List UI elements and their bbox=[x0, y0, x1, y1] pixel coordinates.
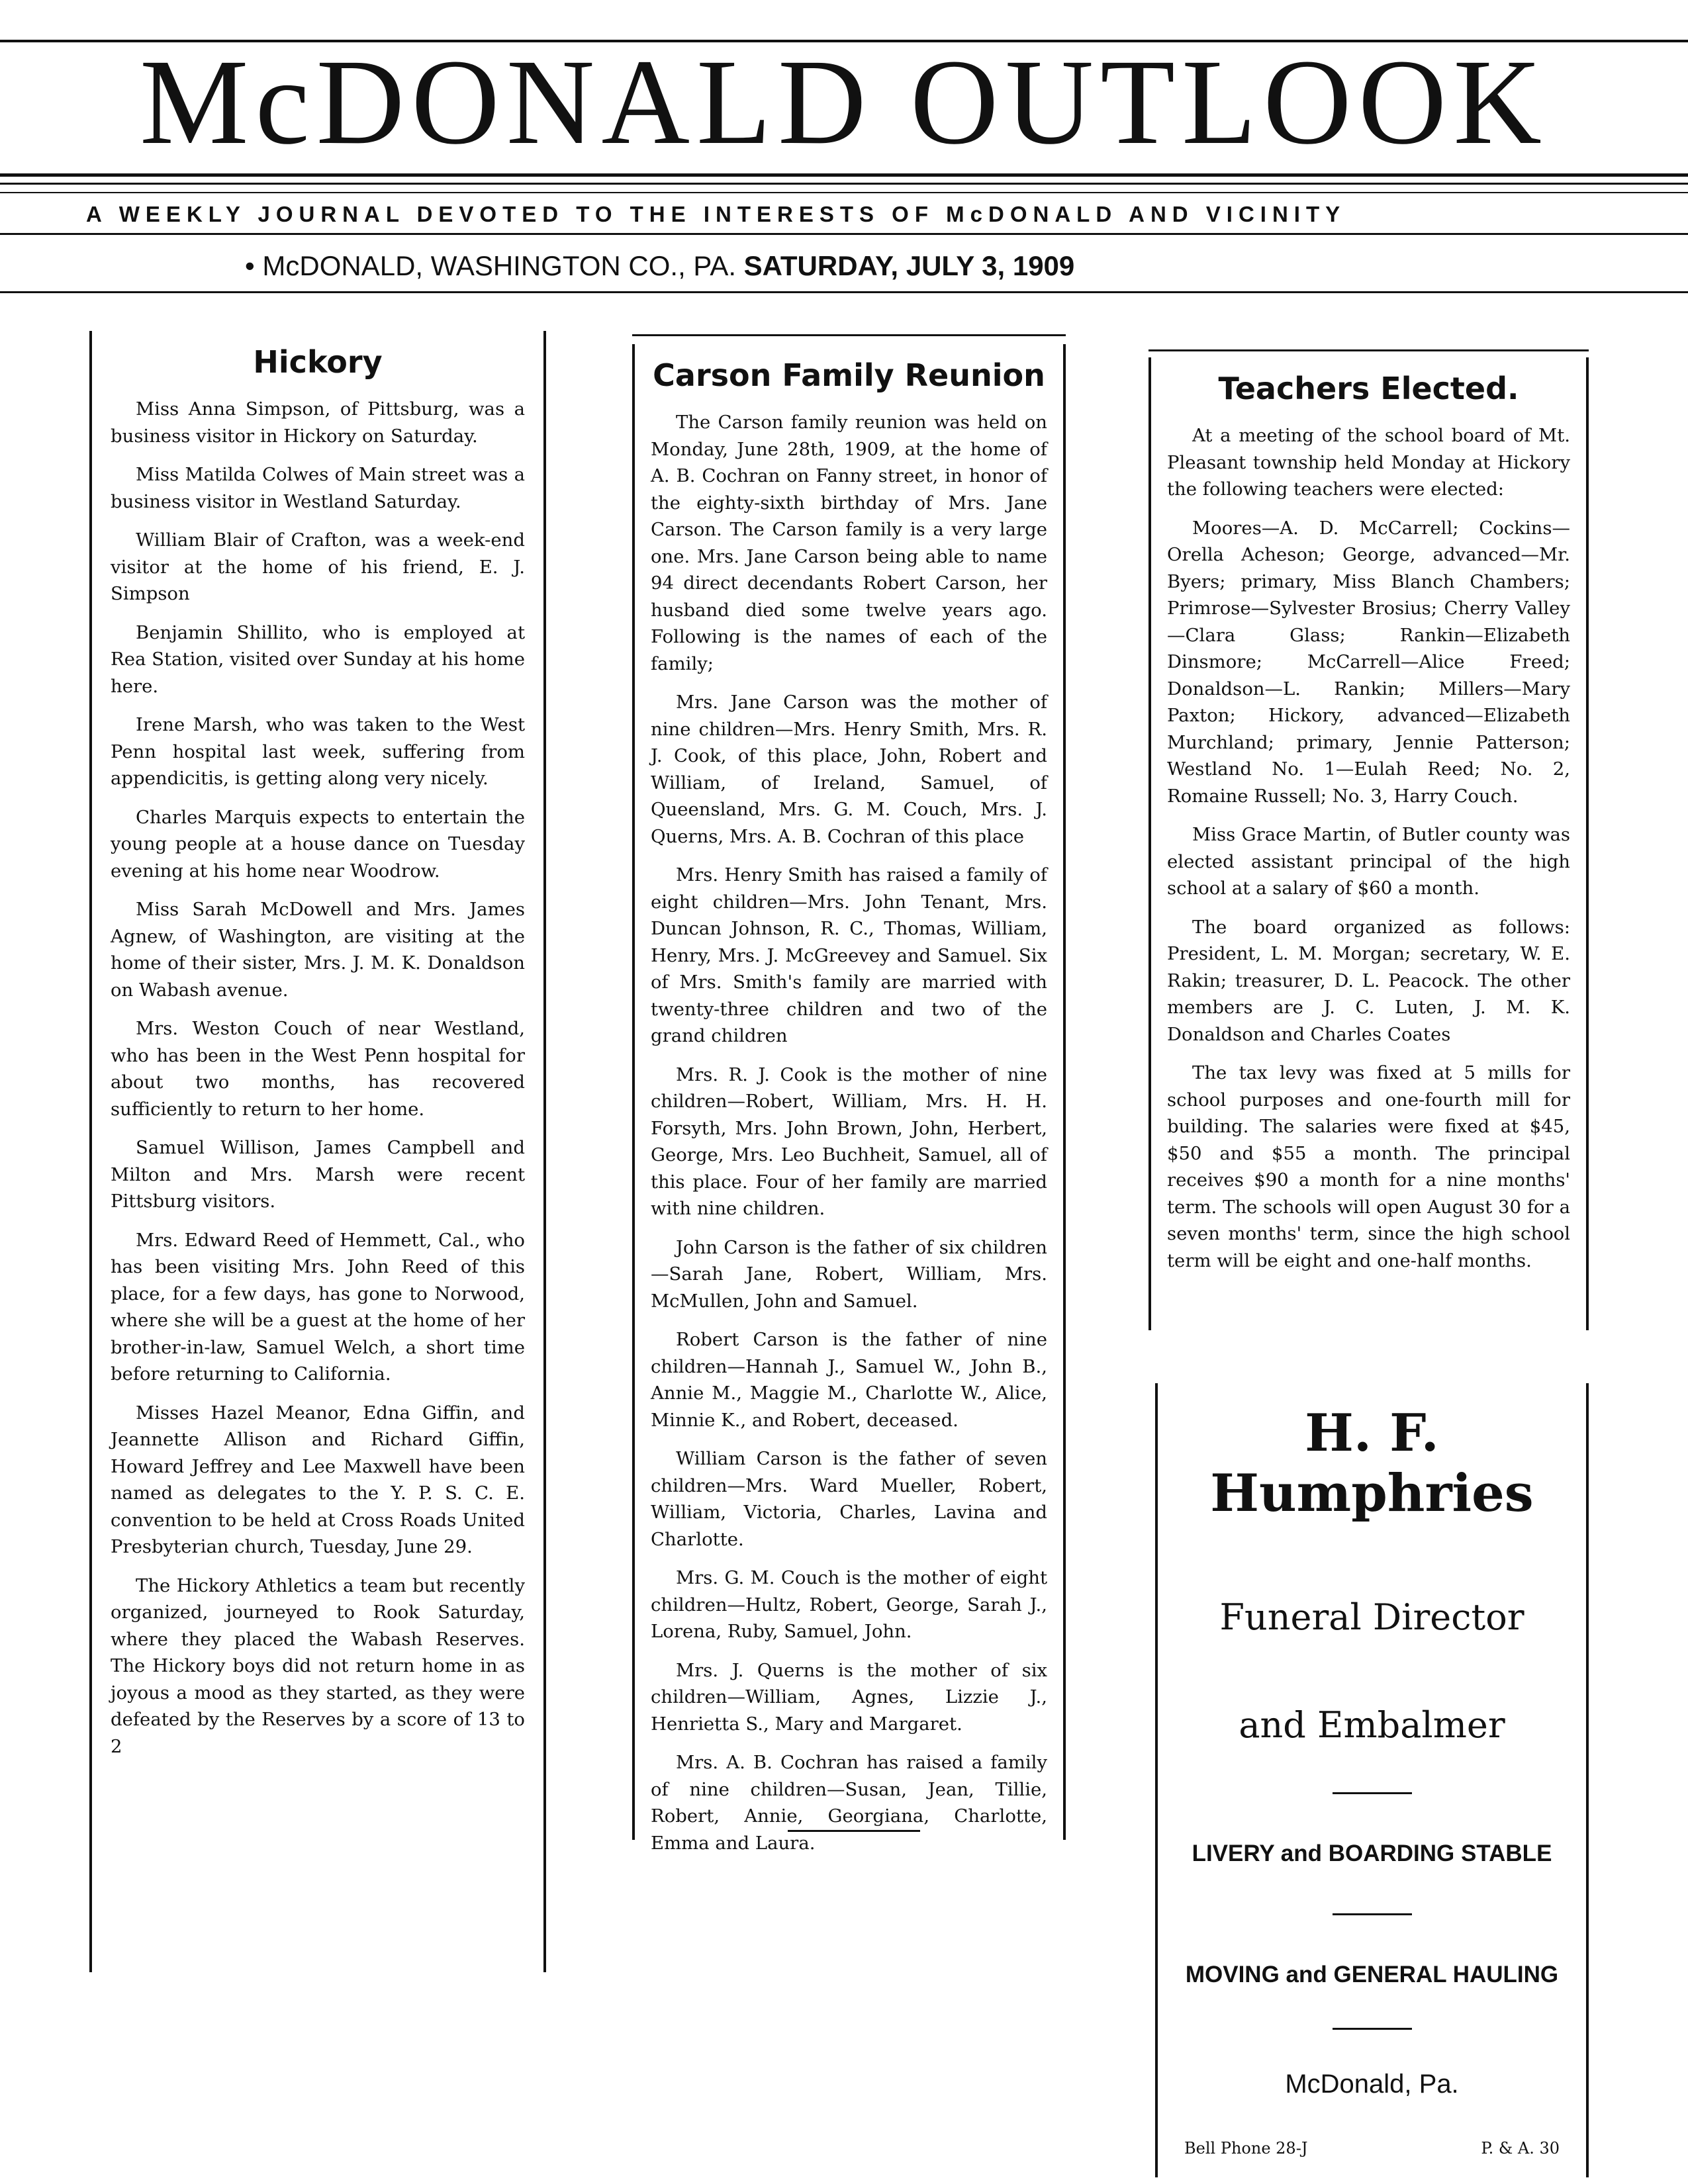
humphries-advertisement bbox=[1155, 1383, 1589, 2177]
hickory-paragraph: Mrs. Weston Couch of near Westland, who has been in the West Penn hospital for about two months, has recovered sufficiently to return to her home. bbox=[111, 1018, 525, 1120]
ad-phone-pa: P. & A. 30 bbox=[1481, 2139, 1560, 2158]
hickory-paragraph: Samuel Willison, James Campbell and Milton and Mrs. Marsh were recent Pittsburg visitors. bbox=[111, 1137, 525, 1212]
hickory-paragraph: Charles Marquis expects to entertain the young people at a house dance on Tuesday evening at his home near Woodrow. bbox=[111, 806, 525, 882]
ad-livery: LIVERY and BOARDING STABLE bbox=[1192, 1841, 1552, 1866]
ad-separator-1 bbox=[1333, 1792, 1412, 1794]
hickory-paragraph: Miss Sarah McDowell and Mrs. James Agnew, of Washington, are visiting at the home of their sister, Mrs. J. M. K. Donaldson on Wabash avenue. bbox=[111, 899, 525, 1001]
carson-paragraph: Mrs. J. Querns is the mother of six children—William, Agnes, Lizzie J., Henrietta S., Mary and Margaret. bbox=[651, 1659, 1047, 1735]
ad-town: McDonald, Pa. bbox=[1285, 2070, 1459, 2099]
ad-phone-bell: Bell Phone 28-J bbox=[1184, 2139, 1308, 2158]
carson-paragraph: William Carson is the father of seven children—Mrs. Ward Mueller, Robert, William, Victoria, Charles, Lavina and Charlotte. bbox=[651, 1448, 1047, 1550]
teachers-top-rule bbox=[1149, 349, 1589, 351]
masthead-rule-1 bbox=[0, 173, 1688, 177]
teachers-paragraph: The tax levy was fixed at 5 mills for school purposes and one-fourth mill for building. The salaries were fixed at $45, $50 and $55 a month. The principal receives $90 a month for a nine months' term. The schools will open August 30 for a seven months' term, since the high school term will be eight and one-half months. bbox=[1167, 1062, 1570, 1271]
teachers-column bbox=[1149, 357, 1589, 1330]
hickory-paragraph: Misses Hazel Meanor, Edna Giffin, and Jeannette Allison and Richard Giffin, Howard Jeffrey and Lee Maxwell have been named as delegates to the Y. P. S. C. E. convention to be held at Cross Roads United Presbyterian church, Tuesday, June 29. bbox=[111, 1402, 525, 1557]
teachers-paragraphs bbox=[1167, 422, 1570, 1274]
dateline-date: SATURDAY, JULY 3, 1909 bbox=[743, 250, 1075, 281]
hickory-paragraph: Irene Marsh, who was taken to the West Penn hospital last week, suffering from appendicitis, is getting along very nicely. bbox=[111, 714, 525, 789]
masthead-rule-3 bbox=[0, 192, 1688, 193]
ad-embalmer: and Embalmer bbox=[1239, 1704, 1505, 1746]
carson-paragraph: Mrs. Henry Smith has raised a family of eight children—Mrs. John Tenant, Mrs. Duncan Johnson, R. C., Thomas, William, Henry, Mrs. J. McGreevey and Samuel. Six of Mrs. Smith's family are married with twenty-three children and two of the grand children bbox=[651, 864, 1047, 1046]
carson-column bbox=[632, 344, 1066, 1854]
ad-funeral-director: Funeral Director bbox=[1219, 1596, 1524, 1638]
teachers-heading: Teachers Elected. bbox=[1218, 371, 1519, 406]
masthead-rule-2 bbox=[0, 183, 1688, 185]
teachers-paragraph: Moores—A. D. McCarrell; Cockins—Orella Acheson; George, advanced—Mr. Byers; primary, Miss Blanch Chambers; Primrose—Sylvester Brosius; Cherry Valley—Clara Glass; Rankin—Elizabeth Dinsmore; McCarrell—Alice Freed; Donaldson—L. Rankin; Millers—Mary Paxton; Hickory, advanced—Elizabeth Murchland; primary, Jennie Patterson; Westland No. 1—Eulah Reed; No. 2, Romaine Russell; No. 3, Harry Couch. bbox=[1167, 517, 1570, 807]
dateline: • McDONALD, WASHINGTON CO., PA. SATURDAY, JULY 3, 1909 bbox=[245, 250, 1075, 281]
carson-paragraph: John Carson is the father of six children—Sarah Jane, Robert, William, Mrs. McMullen, John and Samuel. bbox=[651, 1236, 1047, 1312]
carson-paragraphs bbox=[651, 409, 1047, 1856]
carson-paragraph: Robert Carson is the father of nine children—Hannah J., Samuel W., John B., Annie M., Maggie M., Charlotte W., Alice, Minnie K., and Robert, deceased. bbox=[651, 1329, 1047, 1431]
carson-paragraph: Mrs. Jane Carson was the mother of nine children—Mrs. Henry Smith, Mrs. R. J. Cook, of this place, John, Robert and William, of Ireland, Samuel, of Queensland, Mrs. G. M. Couch, Mrs. J. Querns, Mrs. A. B. Cochran of this place bbox=[651, 692, 1047, 847]
ad-separator-2 bbox=[1333, 1913, 1412, 1915]
hickory-paragraph: Mrs. Edward Reed of Hemmett, Cal., who has been visiting Mrs. John Reed of this place, for a few days, has gone to Norwood, where she will be a guest at the home of her brother-in-law, Samuel Welch, a short time before returning to California. bbox=[111, 1229, 525, 1385]
hickory-paragraph: William Blair of Crafton, was a week-end visitor at the home of his friend, E. J. Simpson bbox=[111, 529, 525, 604]
hickory-paragraph: The Hickory Athletics a team but recently organized, journeyed to Rook Saturday, where they placed the Wabash Reserves. The Hickory boys did not return home in as joyous a mood as they started, as they were defeated by the Reserves by a score of 13 to 2 bbox=[111, 1574, 525, 1757]
teachers-paragraph: The board organized as follows: President, L. M. Morgan; secretary, W. E. Rakin; treasurer, D. L. Peacock. The other members are J. C. Luten, J. M. K. Donaldson and Charles Coates bbox=[1167, 916, 1570, 1045]
masthead-title: McDONALD OUTLOOK bbox=[140, 34, 1548, 170]
teachers-paragraph: Miss Grace Martin, of Butler county was elected assistant principal of the high school at a salary of $60 a month. bbox=[1167, 824, 1570, 899]
ad-separator-3 bbox=[1333, 2028, 1412, 2030]
hickory-paragraphs bbox=[111, 396, 525, 1760]
masthead-tagline: A WEEKLY JOURNAL DEVOTED TO THE INTERESTS OF McDONALD AND VICINITY bbox=[86, 202, 1346, 226]
carson-top-rule bbox=[632, 334, 1066, 336]
dateline-place: McDONALD, WASHINGTON CO., PA. bbox=[262, 250, 736, 281]
dateline-rule bbox=[0, 291, 1688, 293]
carson-end-rule bbox=[788, 1830, 920, 1832]
carson-paragraph: The Carson family reunion was held on Monday, June 28th, 1909, at the home of A. B. Cochran on Fanny street, in honor of the eighty-sixth birthday of Mrs. Jane Carson. The Carson family is a very large one. Mrs. Jane Carson being able to name 94 direct decendants Robert Carson, her husband died some twelve years ago. Following is the names of each of the family; bbox=[651, 412, 1047, 674]
tagline-rule bbox=[0, 233, 1688, 235]
carson-paragraph: Mrs. A. B. Cochran has raised a family of nine children—Susan, Jean, Tillie, Robert, Annie, Georgiana, Charlotte, Emma and Laura. bbox=[651, 1752, 1047, 1854]
ad-name: H. F. Humphries bbox=[1210, 1403, 1534, 1524]
ad-phones bbox=[1158, 2139, 1586, 2158]
ad-hauling: MOVING and GENERAL HAULING bbox=[1185, 1962, 1559, 1987]
carson-paragraph: Mrs. R. J. Cook is the mother of nine children—Robert, William, Mrs. H. H. Forsyth, Mrs. John Brown, John, Herbert, George, Mrs. Leo Buchheit, Samuel, all of this place. Four of her family are married with nine children. bbox=[651, 1064, 1047, 1219]
hickory-paragraph: Miss Matilda Colwes of Main street was a business visitor in Westland Saturday. bbox=[111, 464, 525, 512]
hickory-heading: Hickory bbox=[253, 344, 383, 380]
carson-paragraph: Mrs. G. M. Couch is the mother of eight children—Hultz, Robert, George, Sarah J., Lorena, Ruby, Samuel, John. bbox=[651, 1567, 1047, 1642]
hickory-column bbox=[89, 331, 546, 1972]
teachers-paragraph: At a meeting of the school board of Mt. Pleasant township held Monday at Hickory the following teachers were elected: bbox=[1167, 425, 1570, 500]
hickory-paragraph: Benjamin Shillito, who is employed at Rea Station, visited over Sunday at his home here. bbox=[111, 621, 525, 697]
hickory-paragraph: Miss Anna Simpson, of Pittsburg, was a business visitor in Hickory on Saturday. bbox=[111, 398, 525, 447]
carson-heading: Carson Family Reunion bbox=[653, 357, 1045, 393]
